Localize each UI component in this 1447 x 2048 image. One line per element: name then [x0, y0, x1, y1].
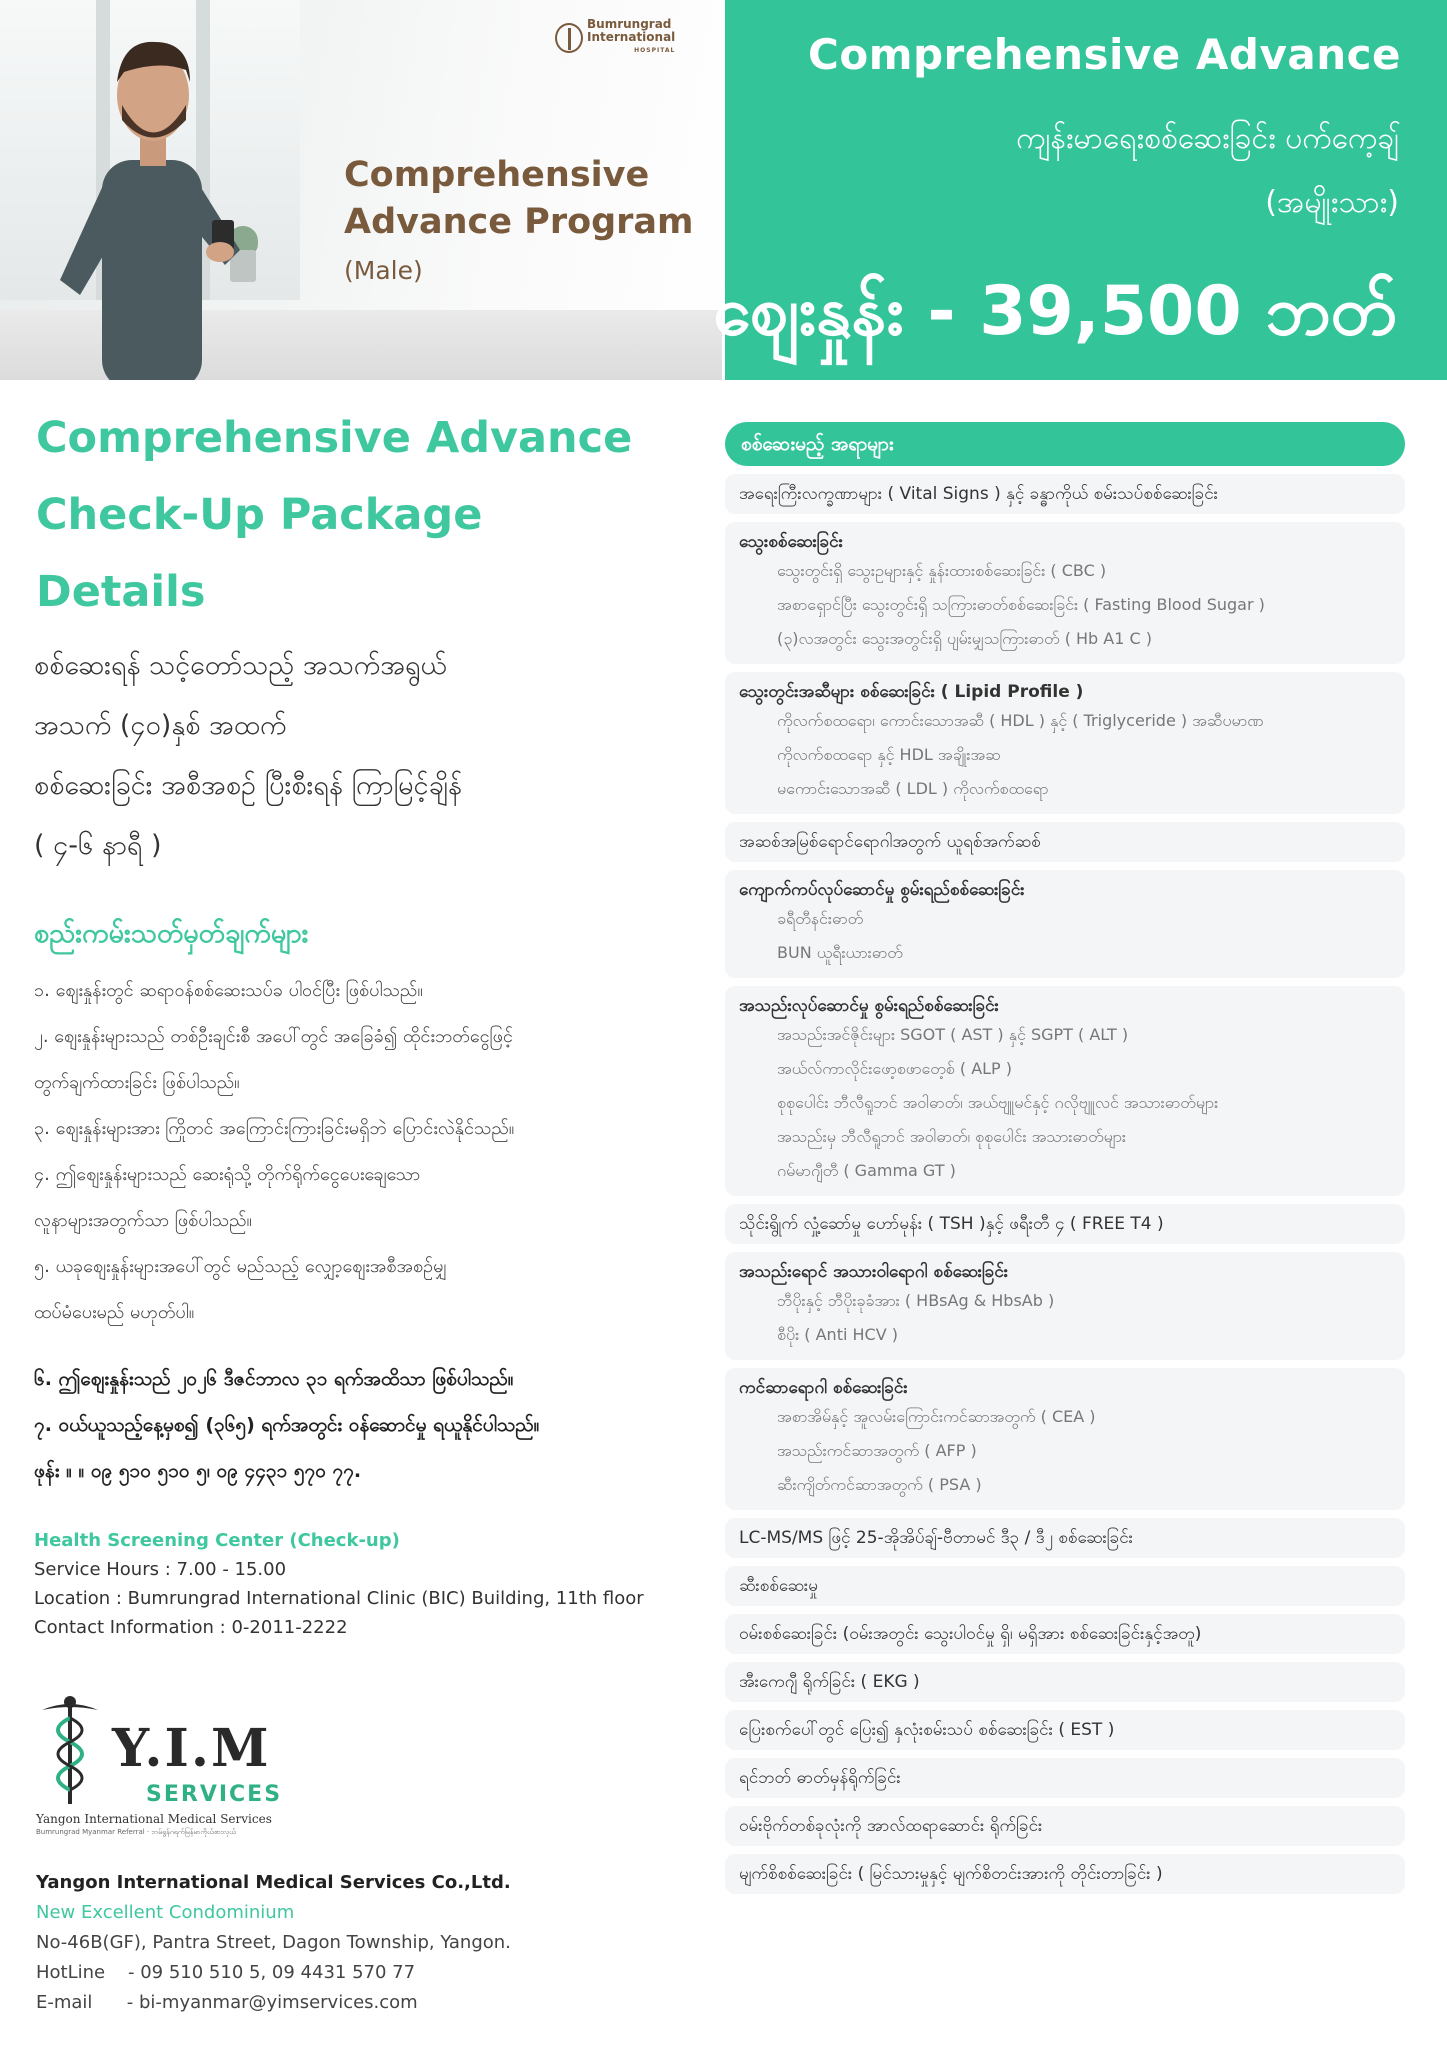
hotline-value: - 09 510 510 5, 09 4431 570 77: [128, 1962, 416, 1983]
hsc-contact: 0-2011-2222: [231, 1617, 348, 1638]
checkup-sub-item: စုစုပေါင်း ဘီလီရူဘင် အဝါဓာတ်၊ အယ်ဗျူမင်နှင့် ဂလိုဗျူလင် အသားဓာတ်များ: [777, 1093, 1219, 1112]
checkup-sub-item: ဆီးကျိတ်ကင်ဆာအတွက် ( PSA ): [777, 1475, 982, 1494]
checkup-item-title: LC-MS/MS ဖြင့် 25-အိုအိပ်ချ်-ဗီတာမင် ဒီ၃ / ဒီ၂ စစ်ဆေးခြင်း: [739, 1528, 1133, 1548]
checkup-sub-item: အစာအိမ်နှင့် အူလမ်းကြောင်းကင်ဆာအတွက် ( CEA ): [777, 1407, 1096, 1426]
yim-tagline: Bumrungrad Myanmar Referral · ဘမ်ရွန်ဂရက်မြန်မာကိုယ်စားလှယ်: [36, 1828, 236, 1836]
checkup-item-title: ကင်ဆာရောဂါ စစ်ဆေးခြင်း: [739, 1378, 908, 1398]
package-title: [36, 400, 696, 631]
hsc-location: Bumrungrad International Clinic (BIC) Building, 11th floor: [127, 1588, 644, 1609]
checkup-items: [725, 474, 1405, 1894]
checkup-sub-item: ကိုလက်စထရော၊ ကောင်းသောအဆီ ( HDL ) နှင့် ( Triglyceride ) အဆီပမာဏ: [777, 711, 1264, 730]
checkup-item-title: သိုင်းရွိုက် လှုံ့ဆော်မှု ဟော်မုန်း ( TSH )နှင့် ဖရီးတီ ၄ ( FREE T4 ): [739, 1214, 1164, 1234]
checkup-item: [725, 822, 1405, 862]
checkup-sub-item: အစာရှောင်ပြီး သွေးတွင်းရှိ သကြားဓာတ်စစ်ဆေးခြင်း ( Fasting Blood Sugar ): [777, 595, 1265, 614]
checkup-item-title: ကျောက်ကပ်လုပ်ဆောင်မှု စွမ်းရည်စစ်ဆေးခြင်း: [739, 880, 1025, 900]
terms-heading: စည်းကမ်းသတ်မှတ်ချက်များ: [34, 918, 309, 949]
checkup-item-title: ရင်ဘတ် ဓာတ်မှန်ရိုက်ခြင်း: [739, 1768, 901, 1788]
yim-full-name: Yangon International Medical Services: [36, 1812, 272, 1826]
checkup-item: [725, 1566, 1405, 1606]
email-value: - bi-myanmar@yimservices.com: [126, 1992, 418, 2013]
company-building: New Excellent Condominium: [36, 1902, 295, 1923]
terms-list: [34, 968, 694, 1336]
package-title-line1: Comprehensive Advance: [36, 413, 633, 463]
checkup-item: [725, 1806, 1405, 1846]
terms-line: ထပ်မံပေးမည် မဟုတ်ပါ။: [34, 1302, 195, 1323]
checkup-sub-item: အသည်းမှ ဘီလီရူဘင် အဝါဓာတ်၊ စုစုပေါင်း အသားဓာတ်များ: [777, 1127, 1126, 1146]
checkup-item: [725, 1368, 1405, 1510]
intro-text: [34, 636, 694, 876]
company-address: No-46B(GF), Pantra Street, Dagon Township, Yangon.: [36, 1932, 511, 1953]
checkup-items-list: [725, 422, 1405, 1902]
terms-bold-line: ၆. ဤစျေးနှုန်းသည် ၂၀၂၆ ဒီဇင်ဘာလ ၃၁ ရက်အထိသာ ဖြစ်ပါသည်။: [34, 1368, 514, 1390]
checkup-item-title: အသည်းလုပ်ဆောင်မှု စွမ်းရည်စစ်ဆေးခြင်း: [739, 996, 999, 1016]
checkup-sub-item: ခရီတီနင်းဓာတ်: [777, 909, 864, 928]
checkup-item: [725, 522, 1405, 664]
package-title-line3: Details: [36, 567, 206, 617]
checkup-sub-item: (၃)လအတွင်း သွေးအတွင်းရှိ ပျမ်းမျှသကြားဓာတ် ( Hb A1 C ): [777, 629, 1153, 648]
hsc-title: Health Screening Center (Check-up): [34, 1530, 400, 1551]
intro-line: အသက် (၄၀)နှစ် အထက်: [34, 710, 287, 741]
logo-line2: International: [587, 30, 676, 44]
company-name: Yangon International Medical Services Co.,Ltd.: [36, 1872, 511, 1893]
checkup-item-title: ပြေးစက်ပေါ်တွင် ပြေး၍ နှလုံးစမ်းသပ် စစ်ဆေးခြင်း ( EST ): [739, 1720, 1115, 1740]
terms-bold-line: ၇. ဝယ်ယူသည့်နေ့မှစ၍ (၃၆၅) ရက်အတွင်း ဝန်ဆောင်မှု ရယူနိုင်ပါသည်။: [34, 1414, 540, 1436]
hero-title-line1: Comprehensive: [344, 155, 650, 195]
checkup-sub-item: အသည်းကင်ဆာအတွက် ( AFP ): [777, 1441, 977, 1460]
checkup-item-title: အီးကေဂျီ ရိုက်ခြင်း ( EKG ): [739, 1672, 920, 1692]
yim-services: SERVICES: [146, 1782, 283, 1807]
checkup-item: [725, 1854, 1405, 1894]
hero-title: [344, 152, 694, 246]
intro-line: စစ်ဆေးရန် သင့်တော်သည့် အသက်အရွယ်: [34, 650, 447, 681]
checkup-items-heading: စစ်ဆေးမည့် အရာများ: [725, 422, 1405, 466]
checkup-item: [725, 1518, 1405, 1558]
checkup-item: [725, 672, 1405, 814]
terms-line: ၃. စျေးနှုန်းများအား ကြိုတင် အကြောင်းကြားခြင်းမရှိဘဲ ပြောင်းလဲနိုင်သည်။: [34, 1118, 515, 1139]
health-screening-center-info: [34, 1526, 694, 1642]
caduceus-icon: [40, 1694, 100, 1806]
checkup-sub-item: ဘီပိုးနှင့် ဘီပိုးခုခံအား ( HBsAg & HbsAb ): [777, 1291, 1055, 1310]
checkup-item-title: သွေးစစ်ဆေးခြင်း: [739, 532, 843, 552]
terms-bold-list: [34, 1356, 694, 1494]
checkup-sub-item: သွေးတွင်းရှိ သွေးဥများနှင့် နှုန်းထားစစ်ဆေးခြင်း ( CBC ): [777, 561, 1107, 580]
bumrungrad-emblem-icon: [555, 23, 583, 53]
logo-line3: HOSPITAL: [634, 47, 676, 54]
checkup-item: [725, 986, 1405, 1196]
checkup-item: [725, 1204, 1405, 1244]
checkup-item: [725, 1252, 1405, 1360]
banner-title: Comprehensive Advance: [808, 30, 1401, 79]
yim-brand: Y.I.M: [112, 1718, 271, 1779]
banner-price: စျေးနှုန်း - 39,500 ဘတ်: [712, 272, 1397, 351]
checkup-item: [725, 1710, 1405, 1750]
checkup-sub-item: ဂမ်မာဂျီတီ ( Gamma GT ): [777, 1161, 956, 1180]
package-title-line2: Check-Up Package: [36, 490, 483, 540]
terms-line: တွက်ချက်ထားခြင်း ဖြစ်ပါသည်။: [34, 1072, 240, 1093]
hsc-hours: 7.00 - 15.00: [176, 1559, 287, 1580]
hsc-hours-label: Service Hours :: [34, 1559, 171, 1580]
banner-myanmar-line2: (အမျိုးသား): [1265, 185, 1399, 220]
price-banner: [712, 0, 1447, 380]
checkup-item-title: ဆီးစစ်ဆေးမှု: [739, 1576, 818, 1596]
intro-line: စစ်ဆေးခြင်း အစီအစဉ် ပြီးစီးရန် ကြာမြင့်ချိန်: [34, 770, 462, 801]
terms-line: ၅. ယခုစျေးနှုန်းများအပေါ်တွင် မည်သည့် လျှော့စျေးအစီအစဉ်မျှ: [34, 1256, 447, 1277]
bumrungrad-logo: [555, 18, 675, 57]
phone-line: ဖုန်း ။ ။ ၀၉ ၅၁၀ ၅၁၀ ၅၊ ၀၉ ၄၄၃၁ ၅၇၀ ၇၇.: [34, 1460, 362, 1482]
checkup-sub-item: အယ်လ်ကာလိုင်းဖော့စဖာတေ့စ် ( ALP ): [777, 1059, 1013, 1078]
hsc-location-label: Location :: [34, 1588, 122, 1609]
checkup-item: [725, 870, 1405, 978]
intro-line: ( ၄-၆ နာရီ ): [34, 830, 162, 861]
checkup-item: [725, 474, 1405, 514]
checkup-item-title: သွေးတွင်းအဆီများ စစ်ဆေးခြင်း ( Lipid Profile ): [739, 682, 1084, 702]
hero-subtitle: (Male): [344, 256, 423, 285]
checkup-item: [725, 1662, 1405, 1702]
checkup-item-title: အဆစ်အမြစ်ရောင်ရောဂါအတွက် ယူရစ်အက်ဆစ်: [739, 832, 1041, 852]
checkup-sub-item: ကိုလက်စထရော နှင့် HDL အချိုးအဆ: [777, 745, 1001, 764]
hero-photo-area: [0, 0, 722, 380]
checkup-item-title: ဝမ်းဗိုက်တစ်ခုလုံးကို အာလ်ထရာဆောင်း ရိုက်ခြင်း: [739, 1816, 1043, 1836]
checkup-sub-item: စီပိုး ( Anti HCV ): [777, 1325, 898, 1344]
checkup-sub-item: BUN ယူရီးယားဓာတ်: [777, 943, 903, 962]
hero-title-line2: Advance Program: [344, 202, 694, 242]
terms-line: ၂. စျေးနှုန်းများသည် တစ်ဦးချင်းစီ အပေါ်တွင် အခြေခံ၍ ထိုင်းဘတ်ငွေဖြင့်: [34, 1026, 513, 1047]
checkup-sub-item: မကောင်းသောအဆီ ( LDL ) ကိုလက်စထရော: [777, 779, 1049, 798]
terms-line: လူနာများအတွက်သာ ဖြစ်ပါသည်။: [34, 1210, 252, 1231]
checkup-sub-item: အသည်းအင်ဇိုင်းများ SGOT ( AST ) နှင့် SGPT ( ALT ): [777, 1025, 1129, 1044]
checkup-item-title: အသည်းရောင် အသားဝါရောဂါ စစ်ဆေးခြင်း: [739, 1262, 1009, 1282]
checkup-item: [725, 1758, 1405, 1798]
checkup-item-title: မျက်စိစစ်ဆေးခြင်း ( မြင်သားမှုနှင့် မျက်စိတင်းအားကို တိုင်းတာခြင်း ): [739, 1864, 1163, 1884]
man-with-phone-illustration: [40, 20, 260, 380]
company-contact: [36, 1868, 696, 2018]
checkup-item-title: အရေးကြီးလက္ခဏာများ ( Vital Signs ) နှင့် ခန္ဓာကိုယ် စမ်းသပ်စစ်ဆေးခြင်း: [739, 484, 1218, 504]
banner-myanmar-line1: ကျန်းမာရေးစစ်ဆေးခြင်း ပက်ကေ့ချ်: [1016, 121, 1399, 156]
email-label: E-mail: [36, 1992, 93, 2013]
hotline-label: HotLine: [36, 1962, 106, 1983]
checkup-item-title: ဝမ်းစစ်ဆေးခြင်း (ဝမ်းအတွင်း သွေးပါဝင်မှု ရှိ၊ မရှိအား စစ်ဆေးခြင်းနှင့်အတူ): [739, 1624, 1202, 1644]
terms-line: ၄. ဤစျေးနှုန်းများသည် ဆေးရုံသို့ တိုက်ရိုက်ငွေပေးချေသော: [34, 1164, 421, 1185]
checkup-item: [725, 1614, 1405, 1654]
terms-line: ၁. စျေးနှုန်းတွင် ဆရာဝန်စစ်ဆေးသပ်ခ ပါဝင်ပြီး ဖြစ်ပါသည်။: [34, 980, 423, 1001]
hsc-contact-label: Contact Information :: [34, 1617, 226, 1638]
yim-logo: [30, 1690, 360, 1840]
logo-line1: Bumrungrad: [587, 17, 672, 31]
